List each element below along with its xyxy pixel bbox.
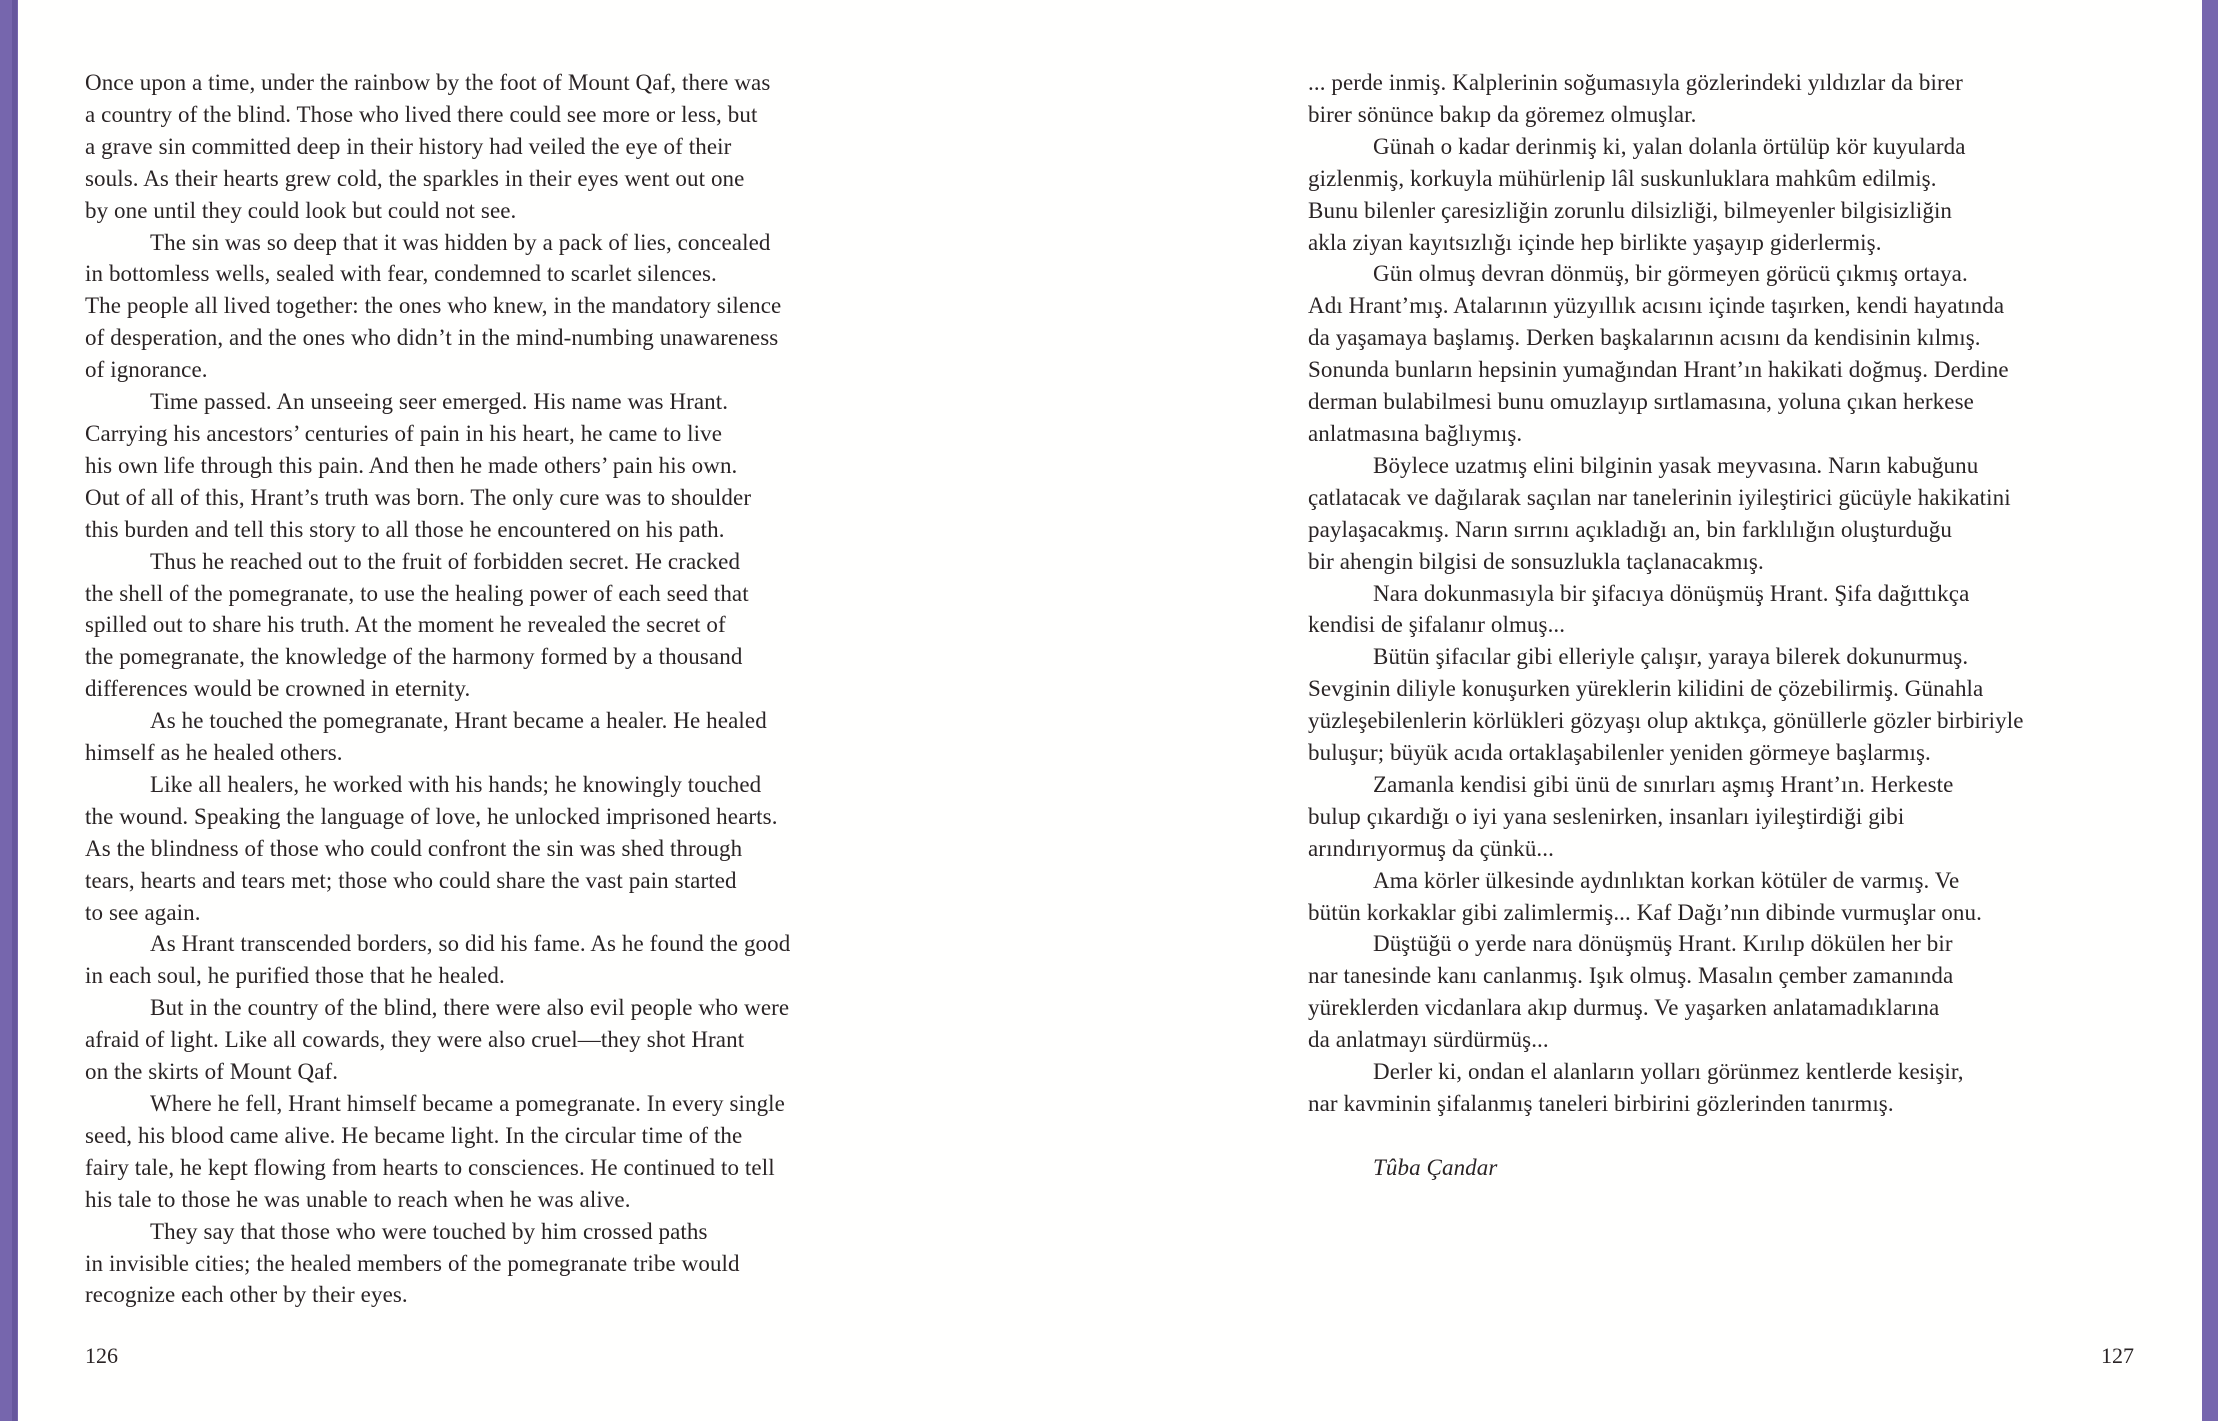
text-line: afraid of light. Like all cowards, they were also cruel—they shot Hrant (85, 1027, 745, 1053)
text-line: Derler ki, ondan el alanların yolları görünmez kentlerde kesişir, (1373, 1059, 1964, 1085)
text-line: yüreklerden vicdanlara akıp durmuş. Ve yaşarken anlatamadıklarına (1308, 995, 1940, 1021)
text-line: Sonunda bunların hepsinin yumağından Hrant’ın hakikati doğmuş. Derdine (1308, 357, 2009, 383)
text-line: As Hrant transcended borders, so did his fame. As he found the good (150, 931, 791, 957)
text-line: Carrying his ancestors’ centuries of pain in his heart, he came to live (85, 420, 723, 446)
text-line: in invisible cities; the healed members of the pomegranate tribe would (85, 1250, 740, 1276)
page-number-left: 126 (85, 1343, 118, 1368)
text-line: Bütün şifacılar gibi elleriyle çalışır, yaraya bilerek dokunurmuş. (1373, 644, 1969, 670)
text-line: in bottomless wells, sealed with fear, condemned to scarlet silences. (85, 261, 717, 287)
cover-edge-left-shadow (12, 0, 17, 1421)
paragraph (1308, 67, 2178, 131)
text-line: recognize each other by their eyes. (85, 1282, 408, 1308)
text-line: paylaşacakmış. Narın sırrını açıkladığı an, bin farklılığın oluşturduğu (1308, 516, 1952, 542)
paragraph (1308, 258, 2178, 449)
paragraph (1308, 769, 2178, 865)
paragraph (85, 992, 945, 1088)
text-line: But in the country of the blind, there were also evil people who were (150, 995, 790, 1021)
paragraph (85, 769, 945, 929)
text-line: a country of the blind. Those who lived there could see more or less, but (85, 101, 758, 127)
text-line: da yaşamaya başlamış. Derken başkalarının acısını da kendisinin kılmış. (1308, 325, 1981, 351)
paragraph (85, 227, 945, 387)
text-line: birer sönünce bakıp da göremez olmuşlar. (1308, 101, 1697, 127)
text-line: kendisi de şifalanır olmuş... (1308, 612, 1566, 638)
text-line: nar tanesinde kanı canlanmış. Işık olmuş. Masalın çember zamanında (1308, 963, 1954, 989)
paragraph (85, 386, 945, 546)
text-line: buluşur; büyük acıda ortaklaşabilenler yeniden görmeye başlarmış. (1308, 740, 1931, 766)
text-line: Ama körler ülkesinde aydınlıktan korkan kötüler de varmış. Ve (1373, 867, 1960, 893)
paragraph (85, 67, 945, 227)
text-line: ... perde inmiş. Kalplerinin soğumasıyla gözlerindeki yıldızlar da birer (1308, 70, 1963, 95)
text-line: fairy tale, he kept flowing from hearts to consciences. He continued to tell (85, 1154, 775, 1180)
text-line: akla ziyan kayıtsızlığı içinde hep birlikte yaşayıp giderlermiş. (1308, 229, 1882, 255)
text-line: in each soul, he purified those that he healed. (85, 963, 505, 989)
text-line: the shell of the pomegranate, to use the healing power of each seed that (85, 580, 749, 606)
text-line: by one until they could look but could not see. (85, 197, 517, 223)
text-line: Where he fell, Hrant himself became a pomegranate. In every single (150, 1091, 785, 1116)
text-line: Günah o kadar derinmiş ki, yalan dolanla örtülüp kör kuyularda (1373, 133, 1966, 159)
text-line: gizlenmiş, korkuyla mühürlenip lâl suskunluklara mahkûm edilmiş. (1308, 165, 1937, 191)
text-line: Adı Hrant’mış. Atalarının yüzyıllık acısını içinde taşırken, kendi hayatında (1308, 293, 2005, 319)
text-line: Nara dokunmasıyla bir şifacıya dönüşmüş Hrant. Şifa dağıttıkça (1373, 580, 1970, 606)
paragraph (1308, 641, 2178, 769)
text-line: Thus he reached out to the fruit of forbidden secret. He cracked (150, 548, 741, 574)
text-line: derman bulabilmesi bunu omuzlayıp sırtlamasına, yoluna çıkan herkese (1308, 389, 1974, 415)
text-line: Time passed. An unseeing seer emerged. His name was Hrant. (150, 389, 729, 415)
paragraph (1308, 131, 2178, 259)
paragraph (85, 705, 945, 769)
text-line: his own life through this pain. And then he made others’ pain his own. (85, 452, 738, 478)
text-line: The sin was so deep that it was hidden by a pack of lies, concealed (150, 229, 771, 255)
text-line: bir ahengin bilgisi de sonsuzlukla taçlanacakmış. (1308, 548, 1764, 574)
paragraph (1308, 865, 2178, 929)
text-line: tears, hearts and tears met; those who could share the vast pain started (85, 867, 737, 893)
text-line: spilled out to share his truth. At the moment he revealed the secret of (85, 612, 726, 638)
text-line: Sevginin diliyle konuşurken yüreklerin kilidini de çözebilirmiş. Günahla (1308, 676, 1984, 702)
paragraph (85, 1216, 945, 1312)
cover-edge-right (2202, 0, 2218, 1421)
text-line: his tale to those he was unable to reach when he was alive. (85, 1186, 631, 1212)
text-line: this burden and tell this story to all those he encountered on his path. (85, 516, 725, 542)
text-line: Once upon a time, under the rainbow by the foot of Mount Qaf, there was (85, 70, 771, 95)
page-number-right: 127 (2101, 1343, 2134, 1368)
text-line: nar kavminin şifalanmış taneleri birbirini gözlerinden tanırmış. (1308, 1091, 1894, 1116)
text-line: yüzleşebilenlerin körlükleri gözyaşı olup aktıkça, gönüllerle gözler birbiriyle (1308, 708, 2024, 734)
text-line: bulup çıkardığı o iyi yana seslenirken, insanları iyileştirdiği gibi (1308, 803, 1905, 829)
text-line: seed, his blood came alive. He became light. In the circular time of the (85, 1122, 743, 1148)
text-line: arındırıyormuş da çünkü... (1308, 835, 1554, 861)
text-line: As the blindness of those who could confront the sin was shed through (85, 835, 743, 861)
text-line: They say that those who were touched by him crossed paths (150, 1218, 708, 1244)
paragraph (85, 928, 945, 992)
paragraph (85, 546, 945, 706)
text-line: Zamanla kendisi gibi ünü de sınırları aşmış Hrant’ın. Herkeste (1373, 771, 1954, 797)
text-line: bütün korkaklar gibi zalimlermiş... Kaf Dağı’nın dibinde vurmuşlar onu. (1308, 899, 1982, 925)
text-line: da anlatmayı sürdürmüş... (1308, 1027, 1549, 1053)
paragraph (85, 1088, 945, 1216)
text-line: of desperation, and the ones who didn’t in the mind-numbing unawareness (85, 325, 779, 351)
text-line: to see again. (85, 899, 201, 925)
paragraph (1308, 578, 2178, 642)
text-line: the wound. Speaking the language of love, he unlocked imprisoned hearts. (85, 803, 778, 829)
paragraph (1308, 1056, 2178, 1120)
text-line: Gün olmuş devran dönmüş, bir görmeyen görücü çıkmış ortaya. (1373, 261, 1968, 287)
text-line: on the skirts of Mount Qaf. (85, 1059, 339, 1085)
author-signature: Tûba Çandar (1373, 1154, 1498, 1180)
text-line: Böylece uzatmış elini bilginin yasak meyvasına. Narın kabuğunu (1373, 452, 1979, 478)
text-line: a grave sin committed deep in their history had veiled the eye of their (85, 133, 732, 159)
text-line: anlatmasına bağlıymış. (1308, 420, 1523, 446)
text-line: souls. As their hearts grew cold, the sparkles in their eyes went out one (85, 165, 745, 191)
text-line: Out of all of this, Hrant’s truth was born. The only cure was to shoulder (85, 484, 752, 510)
text-line: The people all lived together: the ones who knew, in the mandatory silence (85, 293, 782, 319)
paragraph (1308, 450, 2178, 578)
text-line: himself as he healed others. (85, 740, 343, 766)
text-line: of ignorance. (85, 357, 208, 383)
text-line: As he touched the pomegranate, Hrant became a healer. He healed (150, 708, 767, 734)
text-line: Bunu bilenler çaresizliğin zorunlu dilsizliği, bilmeyenler bilgisizliğin (1308, 197, 1953, 223)
right-page-text (1308, 67, 2178, 1184)
text-line: Düştüğü o yerde nara dönüşmüş Hrant. Kırılıp dökülen her bir (1373, 931, 1953, 957)
text-line: Like all healers, he worked with his hands; he knowingly touched (150, 771, 762, 797)
text-line: çatlatacak ve dağılarak saçılan nar tanelerinin iyileştirici gücüyle hakikatini (1308, 484, 2011, 510)
left-page-text (85, 67, 945, 1311)
text-line: the pomegranate, the knowledge of the harmony formed by a thousand (85, 644, 743, 670)
text-line: differences would be crowned in eternity. (85, 676, 471, 702)
paragraph (1308, 928, 2178, 1056)
cover-edge-left (0, 0, 18, 1421)
